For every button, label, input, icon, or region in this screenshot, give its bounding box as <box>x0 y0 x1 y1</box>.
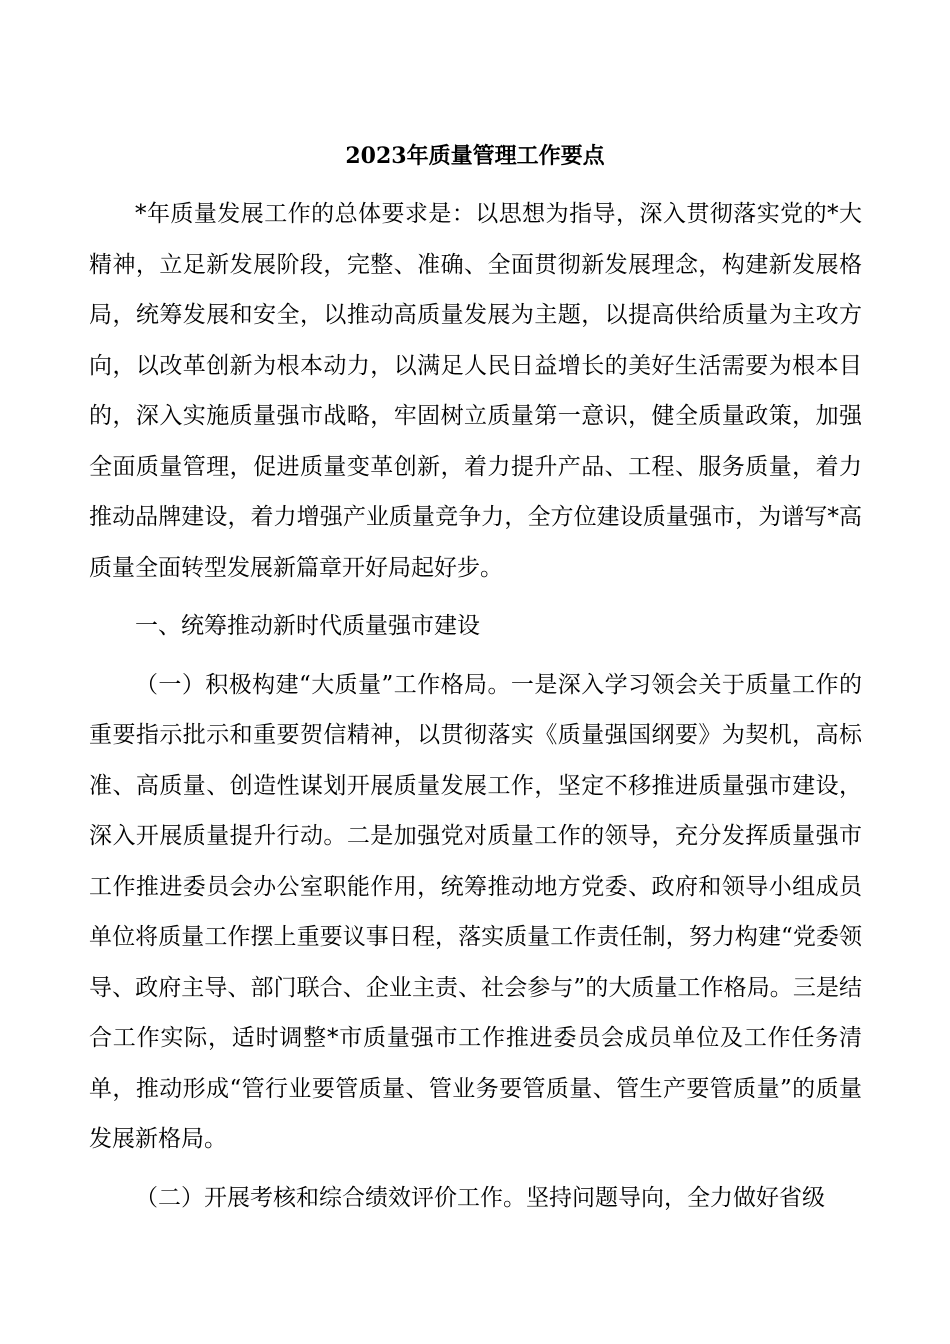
paragraph-spacer <box>89 652 862 660</box>
paragraph-spacer <box>89 1165 862 1173</box>
paragraph-spacer <box>89 593 862 601</box>
section-item-paragraph: （一）积极构建“大质量”工作格局。一是深入学习领会关于质量工作的重要指示批示和重要贺信精神，以贯彻落实《质量强国纲要》为契机，高标准、高质量、创造性谋划开展质量发展工作，坚定不移推进质量强市建设，深入开展质量提升行动。二是加强党对质量工作的领导，充分发挥质量强市工作推进委员会办公室职能作用，统筹推动地方党委、政府和领导小组成员单位将质量工作摆上重要议事日程，落实质量工作责任制，努力构建“党委领导、政府主导、部门联合、企业主责、社会参与”的大质量工作格局。三是结合工作实际，适时调整*市质量强市工作推进委员会成员单位及工作任务清单，推动形成“管行业要管质量、管业务要管质量、管生产要管质量”的质量发展新格局。 <box>89 671 862 1152</box>
intro-paragraph: *年质量发展工作的总体要求是：以思想为指导，深入贯彻落实党的*大精神，立足新发展阶段，完整、准确、全面贯彻新发展理念，构建新发展格局，统筹发展和安全，以推动高质量发展为主题，以提高供给质量为主攻方向，以改革创新为根本动力，以满足人民日益增长的美好生活需要为根本目的，深入实施质量强市战略，牢固树立质量第一意识，健全质量政策，加强全面质量管理，促进质量变革创新，着力提升产品、工程、服务质量，着力推动品牌建设，着力增强产业质量竞争力，全方位建设质量强市，为谱写*高质量全面转型发展新篇章开好局起好步。 <box>89 201 862 581</box>
section-heading: 一、统筹推动新时代质量强市建设 <box>135 613 480 639</box>
document-body <box>89 189 862 1223</box>
section-item-paragraph: （二）开展考核和综合绩效评价工作。坚持问题导向，全力做好省级 <box>135 1184 825 1211</box>
document-title: 2023年质量管理工作要点 <box>345 143 605 169</box>
